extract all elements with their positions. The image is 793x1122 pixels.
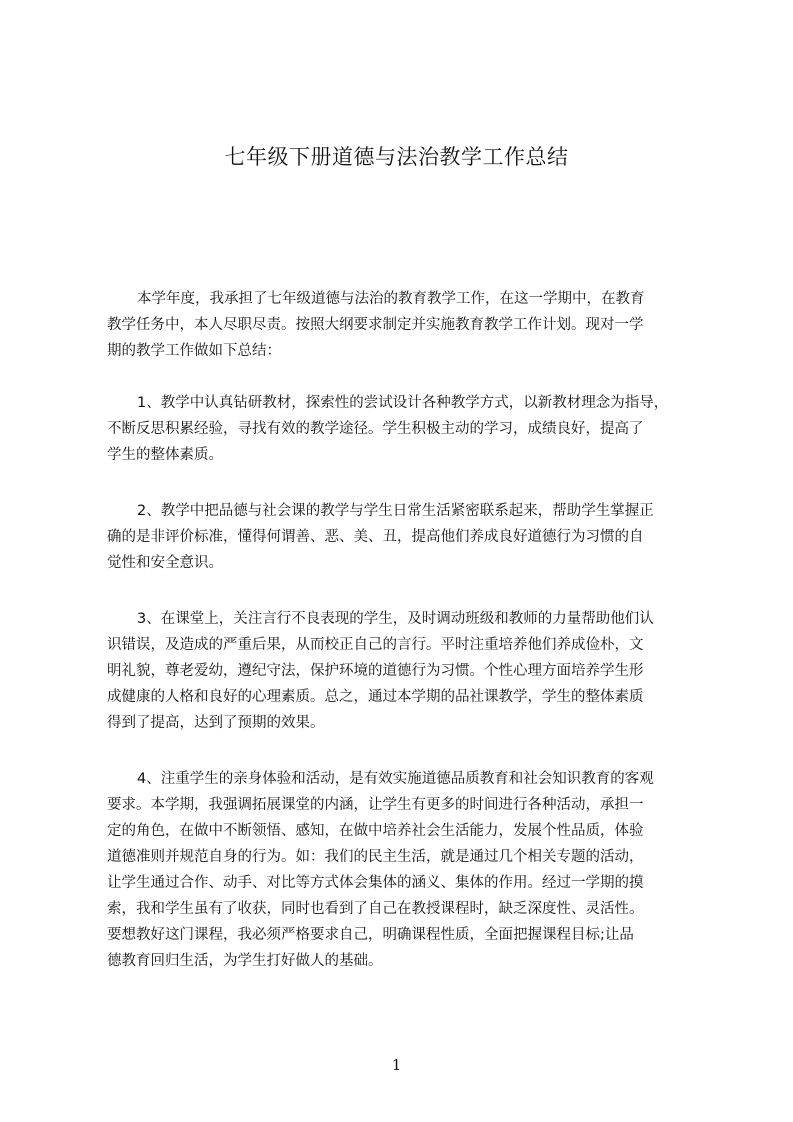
paragraph-line: 学生的整体素质。	[107, 447, 223, 463]
paragraph-line: 确的是非评价标准，懂得何谓善、恶、美、丑，提高他们养成良好道德行为习惯的自	[107, 529, 644, 545]
paragraph-line: 期的教学工作做如下总结：	[107, 343, 281, 359]
paragraph-line: 觉性和安全意识。	[107, 555, 223, 571]
paragraph-line: 3、在课堂上，关注言行不良表现的学生，及时调动班级和教师的力量帮助他们认	[137, 611, 654, 627]
paragraph-line: 教学任务中，本人尽职尽责。按照大纲要求制定并实施教育教学工作计划。现对一学	[107, 317, 644, 333]
paragraph-line: 1、教学中认真钻研教材，探索性的尝试设计各种教学方式，以新教材理念为指导，	[137, 395, 669, 411]
paragraph-line: 德教育回归生活，为学生打好做人的基础。	[107, 953, 383, 969]
paragraph-line: 不断反思积累经验，寻找有效的教学途径。学生积极主动的学习，成绩良好，提高了	[107, 421, 644, 437]
paragraph-line: 定的角色，在做中不断领悟、感知，在做中培养社会生活能力，发展个性品质，体验	[107, 823, 644, 839]
paragraph-line: 要求。本学期，我强调拓展课堂的内涵，让学生有更多的时间进行各种活动，承担一	[107, 797, 644, 813]
paragraph-line: 明礼貌，尊老爱幼，遵纪守法，保护环境的道德行为习惯。个性心理方面培养学生形	[107, 663, 644, 679]
paragraph-line: 让学生通过合作、动手、对比等方式体会集体的涵义、集体的作用。经过一学期的摸	[107, 875, 644, 891]
paragraph-line: 要想教好这门课程，我必须严格要求自己，明确课程性质，全面把握课程目标;让品	[107, 927, 634, 943]
paragraph-line: 识错误，及造成的严重后果，从而校正自己的言行。平时注重培养他们养成俭朴，文	[107, 637, 644, 653]
page-number: 1	[391, 1056, 402, 1074]
document-title: 七年级下册道德与法治教学工作总结	[224, 145, 569, 169]
paragraph-item-3	[107, 606, 707, 736]
paragraph-intro	[107, 286, 707, 364]
paragraph-line: 4、注重学生的亲身体验和活动，是有效实施道德品质教育和社会知识教育的客观	[137, 771, 654, 787]
paragraph-item-4	[107, 766, 707, 974]
paragraph-line: 道德准则并规范自身的行为。如：我们的民主生活，就是通过几个相关专题的活动，	[107, 849, 644, 865]
paragraph-line: 2、教学中把品德与社会课的教学与学生日常生活紧密联系起来，帮助学生掌握正	[137, 503, 654, 519]
paragraph-line: 索，我和学生虽有了收获，同时也看到了自己在教授课程时，缺乏深度性、灵活性。	[107, 901, 644, 917]
paragraph-item-1	[107, 390, 707, 468]
paragraph-line: 得到了提高，达到了预期的效果。	[107, 715, 325, 731]
paragraph-line: 本学年度，我承担了七年级道德与法治的教育教学工作，在这一学期中，在教育	[137, 291, 645, 307]
paragraph-item-2	[107, 498, 707, 576]
paragraph-line: 成健康的人格和良好的心理素质。总之，通过本学期的品社课教学，学生的整体素质	[107, 689, 644, 705]
